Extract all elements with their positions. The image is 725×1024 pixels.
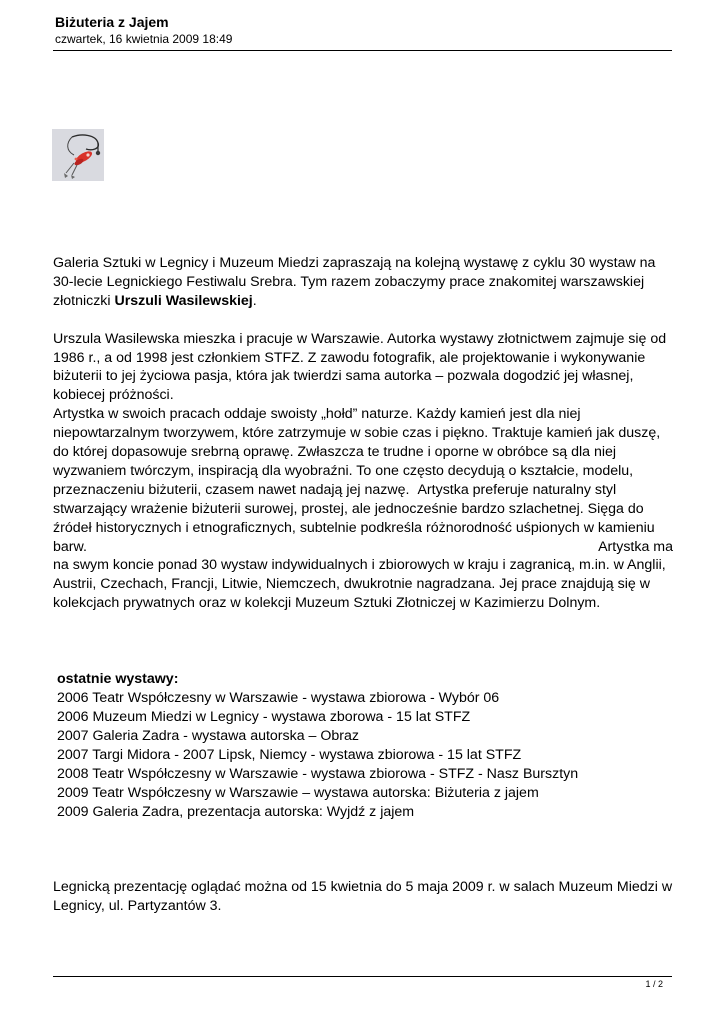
exhibition-item: 2009 Galeria Zadra, prezentacja autorska: Wyjdź z jajem	[57, 803, 415, 820]
article-body	[53, 254, 675, 916]
exhibition-item: 2009 Teatr Współczesny w Warszawie – wystawa autorska: Biżuteria z jajem	[57, 784, 539, 801]
intro-text: Galeria Sztuki w Legnicy i Muzeum Miedzi zapraszają na kolejną wystawę z cyklu 30 wystaw na 30-lecie Legnickiego Festiwalu Srebra. Tym razem zobaczymy prace znakomitej warszawskiej złotniczki	[53, 255, 656, 309]
jewelry-photo-graphic	[52, 129, 104, 181]
style-text-part2: Artystka preferuje naturalny styl stwarzający wrażenie biżuterii surowej, prostej, ale jednocześnie bardzo szlachetnej. Sięga do źródeł historycznych i etnograficznych, subtelnie podkreśla różnorodność uśpionych w kamieniu barw.	[53, 481, 655, 555]
exhibition-item: 2007 Galeria Zadra - wystawa autorska – Obraz	[57, 727, 360, 744]
exhibition-item: 2006 Muzeum Miedzi w Legnicy - wystawa zborowa - 15 lat STFZ	[57, 709, 471, 726]
document-title: Biżuteria z Jajem	[55, 14, 169, 30]
document-header	[55, 14, 672, 47]
exhibition-item: 2006 Teatr Współczesny w Warszawie - wystawa zbiorowa - Wybór 06	[57, 690, 500, 707]
jewelry-thumbnail-image[interactable]	[52, 129, 104, 181]
page-number: 1 / 2	[645, 979, 663, 989]
closing-paragraph: Legnicką prezentację oglądać można od 15 kwietnia do 5 maja 2009 r. w salach Muzeum Miedzi w Legnicy, ul. Partyzantów 3.	[53, 879, 673, 915]
exhibition-item: 2007 Targi Midora - 2007 Lipsk, Niemcy - wystawa zbiorowa - 15 lat STFZ	[57, 746, 522, 763]
header-divider	[53, 50, 672, 51]
intro-paragraph	[53, 254, 675, 311]
style-paragraph	[53, 405, 675, 556]
exhibitions-heading: ostatnie wystawy:	[57, 671, 179, 688]
intro-end: .	[252, 292, 257, 309]
footer-divider	[53, 976, 672, 977]
style-text-part1: Artystka w swoich pracach oddaje swoisty „hołd” naturze. Każdy kamień jest dla niej niepowtarzalnym tworzywem, które zatrzymuje w sobie czas i piękno. Traktuje kamień jak duszę, do której dopasowuje srebrną oprawę. Zwłaszcza te trudne i oporne w obróbce są dla niej wyzwaniem twórczym, inspiracją dla wyobraźni. To one często decydują o kształcie, modelu, przeznaczeniu biżuterii, czasem nawet nadają jej nazwę.	[53, 406, 661, 498]
style-text-part3-start: Artystka ma	[598, 538, 673, 555]
exhibitions-list	[57, 670, 675, 821]
artist-name: Urszuli Wasilewskiej	[114, 292, 253, 309]
exhibition-item: 2008 Teatr Współczesny w Warszawie - wystawa zbiorowa - STFZ - Nasz Bursztyn	[57, 765, 579, 782]
biography-paragraph: Urszula Wasilewska mieszka i pracuje w Warszawie. Autorka wystawy złotnictwem zajmuje się od 1986 r., a od 1998 jest członkiem STFZ. Z zawodu fotografik, ale projektowanie i wykonywanie biżuterii to jej życiowa pasja, która jak twierdzi sama autorka – pozwala dogodzić jej własnej, kobiecej próżności.	[53, 330, 667, 404]
publication-date: czwartek, 16 kwietnia 2009 18:49	[55, 32, 233, 46]
achievements-paragraph: na swym koncie ponad 30 wystaw indywidualnych i zbiorowych w kraju i zagranicą, m.in. w Anglii, Austrii, Czechach, Francji, Litwie, Niemczech, dwukrotnie nagradzana. Jej prace znajdują się w kolekcjach prywatnych oraz w kolekcji Muzeum Sztuki Złotniczej w Kazimierzu Dolnym.	[53, 557, 666, 612]
